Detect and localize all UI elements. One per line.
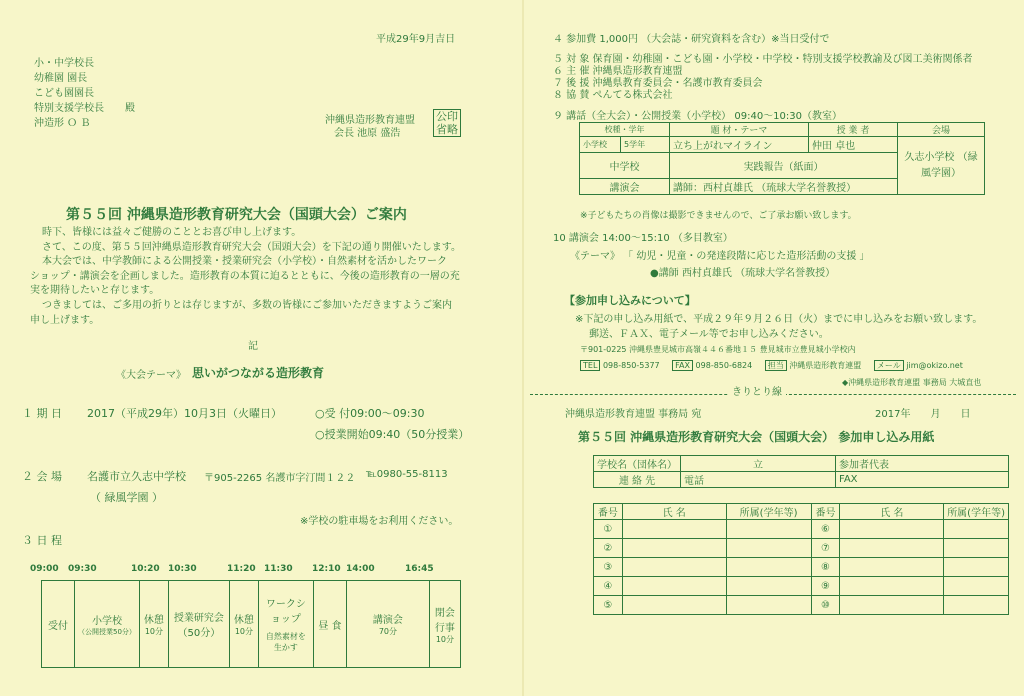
schedule-cell: 休憩 10分 (229, 581, 258, 668)
schedule-cell: 講演会 70分 (346, 581, 429, 668)
name-field[interactable] (840, 539, 944, 558)
intro-body (30, 226, 461, 328)
name-field[interactable] (840, 558, 944, 577)
schedule-time: 11:20 (227, 564, 256, 574)
venue-subname: （ 緑風学園 ） (90, 491, 163, 504)
participant-info-table: 学校名（団体名） 立 参加者代表 連 絡 先 電話 FAX (593, 455, 1009, 488)
secretariat-contact: ◆沖縄県造形教育連盟 事務局 大城直也 (842, 378, 982, 387)
sender-org: 沖縄県造形教育連盟 (325, 115, 415, 126)
affiliation-field[interactable] (726, 520, 811, 539)
item-schedule-label: ３ 日 程 (22, 534, 62, 547)
conference-theme: 思いがつながる造形教育 (192, 366, 325, 380)
parking-note: ※学校の駐車場をお利用ください。 (300, 516, 459, 527)
fax-field[interactable]: FAX (836, 472, 1009, 488)
lecturer: ●講師 西村貞雄氏 （琉球大学名誉教授） (650, 268, 836, 279)
representative-field[interactable]: 参加者代表 (836, 456, 1009, 472)
name-field[interactable] (622, 577, 726, 596)
schedule-cell: 受付 (42, 581, 75, 668)
reception-time: ○受 付09:00～09:30 (315, 407, 425, 420)
body-line: 時下、皆様には益々ご健勝のこととお喜び申し上げます。 (42, 227, 302, 238)
item-sponsor: ８ 協 賛 ぺんてる株式会社 (553, 90, 673, 101)
name-field[interactable] (622, 539, 726, 558)
schedule-time: 10:20 (131, 564, 160, 574)
affiliation-field[interactable] (726, 539, 811, 558)
apply-heading: 【参加申し込みについて】 (564, 294, 696, 307)
affiliation-field[interactable] (726, 577, 811, 596)
name-field[interactable] (622, 596, 726, 615)
schedule-time: 10:30 (168, 564, 197, 574)
ki-marker: 記 (248, 341, 258, 352)
table-row: ② ⑦ (594, 539, 1009, 558)
form-date: 2017年 月 日 (875, 409, 971, 420)
sender-name: 会長 池原 盛浩 (334, 128, 401, 139)
item-venue-label: ２ 会 場 (22, 470, 62, 483)
schedule-cell: 昼 食 (313, 581, 346, 668)
schedule-time: 16:45 (405, 564, 434, 574)
name-field[interactable] (840, 520, 944, 539)
affiliation-field[interactable] (944, 596, 1009, 615)
affiliation-field[interactable] (944, 539, 1009, 558)
item-fee: ４ 参加費 1,000円 （大会誌・研究資料を含む）※当日受付で (553, 34, 830, 45)
affiliation-field[interactable] (726, 558, 811, 577)
photo-note: ※子どもたちの肖像は撮影できませんので、ご了承お願い致します。 (580, 211, 857, 221)
recipient: 小・中学校長 (34, 58, 94, 69)
school-name-field[interactable]: 立 (681, 456, 836, 472)
table-row: ③ ⑧ (594, 558, 1009, 577)
class-start-time: ○授業開始09:40（50分授業） (315, 428, 470, 441)
apply-deadline: ※下記の申し込み用紙で、平成２９年９月２６日（火）までに申し込みをお願い致します。 (575, 314, 983, 325)
schedule-time: 14:00 (346, 564, 375, 574)
apply-methods: 郵送、ＦＡＸ、電子メール等でお申し込みください。 (589, 329, 829, 340)
venue-address: 〒905-2265 名護市字汀間１２２ (204, 473, 356, 484)
schedule-table (41, 580, 461, 668)
affiliation-field[interactable] (726, 596, 811, 615)
item-date-label: １ 期 日 (22, 407, 62, 420)
schedule-time: 09:00 (30, 564, 59, 574)
participant-table: 番号 氏 名 所属(学年等) 番号 氏 名 所属(学年等) ① ⑥ ② ⑦ ③ ⑧ ④ ⑨ ⑤ ⑩ (593, 503, 1009, 615)
affiliation-field[interactable] (944, 577, 1009, 596)
name-field[interactable] (840, 596, 944, 615)
recipient: こども園園長 (34, 88, 94, 99)
issue-date: 平成29年9月吉日 (376, 34, 456, 45)
page-title: 第５５回 沖縄県造形教育研究大会（国頭大会）ご案内 (66, 207, 407, 223)
name-field[interactable] (840, 577, 944, 596)
table-row: ⑤ ⑩ (594, 596, 1009, 615)
recipient: 沖造形 Ｏ Ｂ (34, 118, 91, 129)
schedule-cell: 授業研究会 （50分） (168, 581, 229, 668)
lecture-theme: 《テーマ》 「 幼児・児童・の発達段階に応じた造形活動の支援 」 (570, 251, 870, 262)
table-row: ① ⑥ (594, 520, 1009, 539)
item-date: 2017（平成29年）10月3日（火曜日） (87, 407, 282, 420)
body-line: ショップ・講演会を企画しました。造形教育の本質に迫るとともに、今後の造形教育の一層の充 (30, 270, 460, 282)
affiliation-field[interactable] (944, 520, 1009, 539)
item-lecture: 10 講演会 14:00～15:10 （多目教室） (553, 233, 733, 244)
table-row: ④ ⑨ (594, 577, 1009, 596)
lecture-table: 校種・学年 題 材・テーマ 授 業 者 会場 小学校 5学年 立ち上がれマイライン 仲田 卓也 久志小学校 （緑風学園） 中学校 実践報告（紙面） 講演会 講師：西村貞雄氏 （琉球大学名誉教授） (579, 122, 985, 195)
official-seal-omitted: 公印 省略 (433, 109, 461, 137)
item-target: ５ 対 象 保育園・幼稚園・こども園・小学校・中学校・特別支援学校教諭及び図工美術関係者 (553, 54, 973, 65)
body-line: 本大会では、中学教師による公開授業・授業研究会（小学校）・自然素材を活かしたワーク (42, 256, 447, 268)
item-organizer: ６ 主 催 沖縄県造形教育連盟 (553, 66, 683, 77)
body-line: 申し上げます。 (30, 314, 100, 326)
tel-field[interactable]: 電話 (681, 472, 836, 488)
recipient: 特別支援学校長 (34, 103, 104, 114)
schedule-time: 09:30 (68, 564, 97, 574)
cut-line-label: きりとり線 (728, 383, 786, 398)
recipient: 幼稚園 園長 (34, 73, 88, 84)
schedule-time: 11:30 (264, 564, 293, 574)
recipient-list (34, 56, 104, 131)
schedule-cell: 休憩 10分 (139, 581, 168, 668)
fold-line (522, 0, 524, 696)
item-support: ７ 後 援 沖縄県教育委員会・名護市教育委員会 (553, 78, 763, 89)
body-line: 実を期待したいと存じます。 (30, 285, 160, 297)
schedule-cell: ワークシ ョップ 自然素材を 生かす (258, 581, 313, 668)
affiliation-field[interactable] (944, 558, 1009, 577)
schedule-cell: 閉会 行事 10分 (429, 581, 460, 668)
form-addressee: 沖縄県造形教育連盟 事務局 宛 (565, 409, 702, 420)
venue-tel: ℡0980-55-8113 (366, 469, 448, 480)
form-title: 第５５回 沖縄県造形教育研究大会（国頭大会） 参加申し込み用紙 (578, 430, 935, 444)
name-field[interactable] (622, 558, 726, 577)
body-line: さて、この度、第５５回沖縄県造形教育研究大会（国頭大会）を下記の通り開催いたします。 (42, 241, 461, 253)
secretariat-address: 〒901-0225 沖縄県豊見城市高嶺４４６番地１５ 豊見城市立豊見城小学校内 (580, 345, 856, 354)
item-lecture-class: ９ 講話（全大会）・公開授業（小学校） 09:40～10:30（教室） (553, 111, 842, 122)
theme-label: 《大会テーマ》 (116, 370, 186, 381)
venue-name: 名護市立久志中学校 (87, 470, 186, 483)
name-field[interactable] (622, 520, 726, 539)
contact-row: TEL 098-850-5377 FAX 098-850-6824 担当 沖縄県造形教育連盟 メール jim@okizo.net (580, 360, 963, 371)
recipients-suffix: 殿 (125, 103, 135, 114)
body-line: つきましては、ご多用の折りとは存じますが、多数の皆様にご参加いただきますようご案内 (42, 299, 452, 311)
schedule-cell: 小学校 （公開授業50分） (75, 581, 140, 668)
schedule-time: 12:10 (312, 564, 341, 574)
